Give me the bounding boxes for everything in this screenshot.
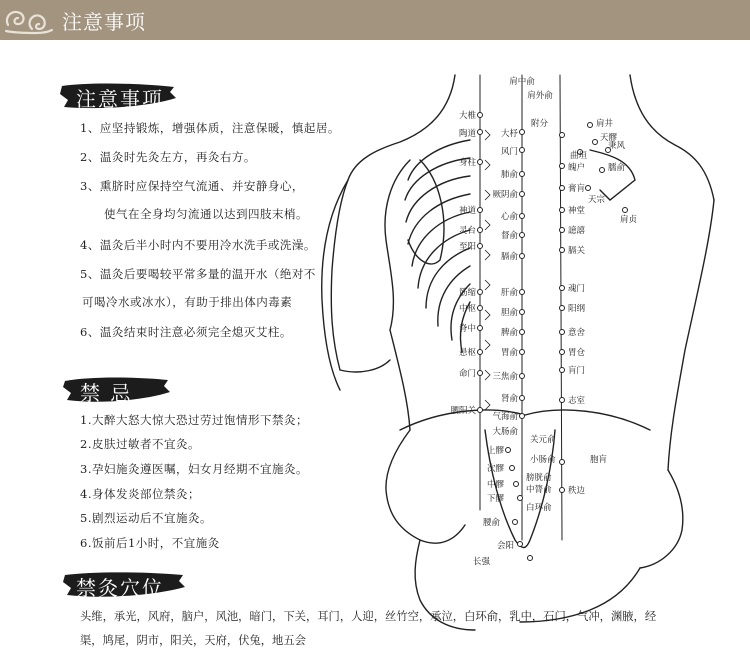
point-label: 胆俞 <box>500 308 518 318</box>
taboo-item: 3.孕妇施灸遵医嘱，妇女月经期不宜施灸。 <box>80 462 308 476</box>
point-label: 命门 <box>458 369 476 379</box>
point-label: 肓门 <box>568 366 586 376</box>
point-label: 膀胱俞 <box>526 473 552 483</box>
point-label: 中髎 <box>486 480 504 490</box>
taboo-title: 禁 忌 <box>80 381 133 405</box>
point-label: 关元俞 <box>530 435 556 445</box>
point-label: 肩中俞 <box>509 77 535 87</box>
point-label: 长强 <box>472 557 490 567</box>
point-label: 肩井 <box>596 119 614 129</box>
point-label: 秉风 <box>608 141 626 151</box>
point-label: 魂门 <box>568 284 586 294</box>
point-label: 次髎 <box>486 464 504 474</box>
point-label: 三焦俞 <box>492 372 518 382</box>
point-label: 小肠俞 <box>530 455 556 465</box>
note-item: 5、温灸后要喝较平常多量的温开水（绝对不 <box>80 267 316 281</box>
point-label: 臑俞 <box>608 163 626 173</box>
point-label: 膈俞 <box>500 252 518 262</box>
point-label: 上髎 <box>486 446 504 456</box>
point-label: 脊中 <box>458 324 476 334</box>
taboo-item: 1.大醉大怒大惊大恐过劳过饱情形下禁灸； <box>80 413 308 427</box>
point-label: 神堂 <box>568 206 586 216</box>
taboo-item: 6.饭前后1小时，不宜施灸 <box>80 536 220 550</box>
point-label: 肩贞 <box>620 215 638 225</box>
point-label: 身柱 <box>458 158 476 168</box>
point-label: 会阳 <box>496 541 514 551</box>
forbidden-banner <box>62 569 187 601</box>
note-item: 4、温灸后半小时内不要用冷水洗手或洗澡。 <box>80 238 316 252</box>
forbidden-line: 头维，承光，风府，脑户，风池，暗门，下关，耳门，人迎，丝竹空，承泣，白环俞，乳中，石门，气冲，渊腋，经 <box>80 610 657 623</box>
point-label: 腰阳关 <box>450 406 476 416</box>
point-label: 胃仓 <box>568 348 586 358</box>
point-label: 风门 <box>500 147 518 157</box>
notes-title: 注意事项 <box>76 87 164 111</box>
point-label: 督俞 <box>500 231 518 241</box>
point-label: 膈关 <box>568 246 586 256</box>
point-label: 悬枢 <box>458 348 476 358</box>
taboo-item: 2.皮肤过敏者不宜灸。 <box>80 437 200 451</box>
point-label: 志室 <box>568 396 586 406</box>
point-label: 厥阴俞 <box>492 190 518 200</box>
note-item: 使气在全身均匀流通以达到四肢末梢。 <box>104 207 308 221</box>
point-label: 白环俞 <box>526 503 552 513</box>
cloud-swirl-icon <box>2 3 54 37</box>
point-label: 中膂俞 <box>526 485 552 495</box>
point-label: 神道 <box>458 206 476 216</box>
point-label: 中枢 <box>458 304 476 314</box>
point-label: 肾俞 <box>500 394 518 404</box>
point-label: 胞肓 <box>590 455 608 465</box>
notes-banner <box>58 80 178 112</box>
taboo-banner <box>62 374 172 406</box>
header-bar <box>0 0 750 40</box>
point-label: 腰俞 <box>482 518 500 528</box>
point-label: 秩边 <box>568 486 586 496</box>
point-label: 膏肓 <box>568 184 586 194</box>
taboo-item: 4.身体发炎部位禁灸； <box>80 487 200 501</box>
point-label: 下髎 <box>486 494 504 504</box>
point-label: 气海俞 <box>492 412 518 422</box>
point-label: 肝俞 <box>500 288 518 298</box>
forbidden-line: 渠，鸠尾，阴市，阳关，天府，伏兔，地五会 <box>80 634 306 647</box>
acupoint-back-diagram <box>290 70 720 650</box>
point-label: 大杼 <box>500 129 518 139</box>
note-item: 6、温灸结束时注意必须完全熄灭艾柱。 <box>80 325 292 339</box>
point-label: 陶道 <box>458 129 476 139</box>
page-title: 注意事项 <box>62 10 146 34</box>
point-label: 心俞 <box>500 212 518 222</box>
point-label: 灵台 <box>458 226 476 236</box>
point-label: 大肠俞 <box>492 427 518 437</box>
note-item: 3、熏脐时应保持空气流通、并安静身心， <box>80 179 304 193</box>
note-item: 2、温灸时先灸左方，再灸右方。 <box>80 150 256 164</box>
note-item: 1、应坚持锻炼，增强体质，注意保暖，慎起居。 <box>80 121 340 135</box>
point-label: 至阳 <box>458 242 476 252</box>
point-label: 脾俞 <box>500 328 518 338</box>
forbidden-title: 禁灸穴位 <box>76 576 164 600</box>
point-label: 大椎 <box>458 111 476 121</box>
point-label: 天髎 <box>600 133 618 143</box>
point-label: 胃俞 <box>500 348 518 358</box>
point-label: 譩譆 <box>568 226 586 236</box>
point-label: 魄户 <box>568 163 586 173</box>
point-label: 筋缩 <box>458 288 476 298</box>
point-label: 附分 <box>530 119 548 129</box>
point-label: 意舍 <box>568 328 586 338</box>
point-label: 肺俞 <box>500 170 518 180</box>
point-label: 曲垣 <box>570 151 588 161</box>
point-label: 阳纲 <box>568 304 586 314</box>
point-label: 肩外俞 <box>527 91 553 101</box>
taboo-item: 5.剧烈运动后不宜施灸。 <box>80 511 212 525</box>
note-item: 可喝冷水或冰水），有助于排出体内毒素 <box>82 295 293 309</box>
point-label: 天宗 <box>588 195 606 205</box>
